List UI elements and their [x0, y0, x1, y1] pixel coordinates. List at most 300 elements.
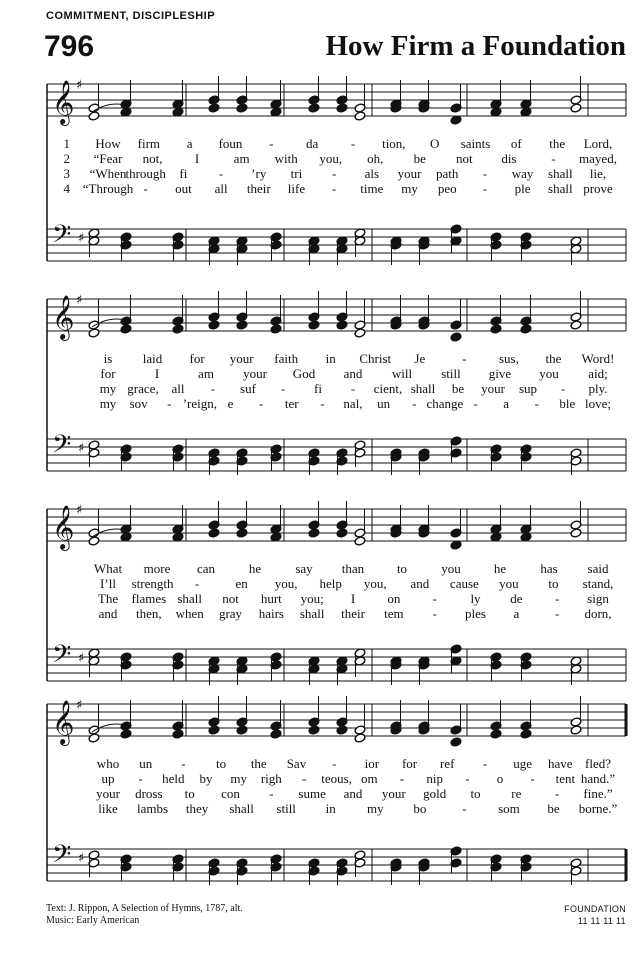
- treble-clef-icon: 𝄞: [52, 700, 75, 744]
- lyric-syllable: not: [222, 591, 239, 606]
- note-head: [354, 328, 366, 338]
- lyric-syllable: to: [396, 561, 408, 576]
- lyric-syllable: -: [465, 771, 470, 786]
- lyric-syllable: nal,: [343, 396, 363, 411]
- lyric-syllable: he: [493, 561, 507, 576]
- note-head: [88, 536, 100, 546]
- lyric-syllable: -: [269, 786, 274, 801]
- note-head: [570, 725, 582, 735]
- lyric-syllable: en: [235, 576, 248, 591]
- lyric-syllable: your: [481, 381, 505, 396]
- lyric-syllable: to: [470, 786, 481, 801]
- lyric-syllable: de: [510, 591, 523, 606]
- note-head: [208, 725, 220, 735]
- lyric-syllable: than: [341, 561, 365, 576]
- lyric-syllable: shall: [548, 166, 573, 181]
- lyric-syllable: gray: [218, 606, 243, 621]
- lyric-syllable: am: [233, 151, 250, 166]
- lyric-syllable: when: [175, 606, 204, 621]
- lyric-syllable: shall: [177, 591, 202, 606]
- lyric-syllable: say: [295, 561, 313, 576]
- note-head: [336, 725, 348, 735]
- note-head: [336, 103, 348, 113]
- key-signature-sharp-icon: ♯: [78, 651, 85, 666]
- lyric-syllable: God: [292, 366, 316, 381]
- lyric-syllable: bo: [413, 801, 427, 816]
- lyric-syllable: -: [218, 166, 224, 181]
- note-head: [450, 737, 462, 747]
- lyric-line-verse-4: [46, 801, 628, 816]
- lyric-syllable: -: [269, 136, 274, 151]
- lyric-syllable: nip: [426, 771, 443, 786]
- key-signature-sharp-icon: ♯: [76, 503, 83, 518]
- note-head: [308, 103, 320, 113]
- lyric-syllable: said: [587, 561, 609, 576]
- lyric-syllable: path: [436, 166, 459, 181]
- music-system-2: [46, 285, 628, 485]
- lyric-syllable: you: [539, 366, 559, 381]
- lyric-syllable: -: [194, 576, 200, 591]
- lyric-syllable: is: [103, 351, 113, 366]
- lyric-syllable: your: [96, 786, 120, 801]
- lyric-syllable: a: [186, 136, 193, 151]
- lyric-syllable: way: [511, 166, 534, 181]
- lyric-syllable: ter: [284, 396, 299, 411]
- lyric-syllable: fi: [179, 166, 188, 181]
- lyric-syllable: like: [98, 801, 118, 816]
- lyric-syllable: -: [534, 396, 539, 411]
- note-head: [208, 320, 220, 330]
- lyric-syllable: be: [413, 151, 426, 166]
- lyric-syllable: -: [331, 181, 337, 196]
- bass-clef-icon: 𝄢: [52, 640, 72, 675]
- lyric-syllable: som: [498, 801, 520, 816]
- tune-info: [564, 903, 626, 927]
- lyric-syllable: -: [280, 381, 286, 396]
- lyric-syllable: foun: [218, 136, 243, 151]
- lyric-syllable: still: [441, 366, 461, 381]
- treble-clef-icon: 𝄞: [52, 505, 75, 549]
- lyric-syllable: my: [99, 381, 117, 396]
- lyric-line-verse-2: [46, 771, 628, 786]
- lyric-syllable: cause: [449, 576, 479, 591]
- lyric-syllable: tion,: [382, 136, 406, 151]
- note-head: [520, 729, 532, 739]
- lyric-syllable: What: [93, 561, 123, 576]
- lyric-syllable: ior: [364, 756, 380, 771]
- lyric-syllable: stand,: [582, 576, 614, 591]
- lyric-syllable: he: [248, 561, 262, 576]
- lyric-syllable: out: [175, 181, 192, 196]
- category-heading: COMMITMENT, DISCIPLESHIP: [46, 10, 216, 22]
- lyric-syllable: you,: [363, 576, 387, 591]
- lyric-syllable: firm: [137, 136, 161, 151]
- note-head: [308, 725, 320, 735]
- lyric-syllable: I: [350, 591, 356, 606]
- lyric-syllable: give: [488, 366, 512, 381]
- lyric-syllable: all: [214, 181, 228, 196]
- lyric-syllable: sup: [518, 381, 538, 396]
- lyric-syllable: -: [350, 381, 356, 396]
- lyric-syllable: borne.”: [578, 801, 618, 816]
- lyric-syllable: re: [511, 786, 522, 801]
- treble-clef-icon: 𝄞: [52, 80, 75, 124]
- note-head: [308, 528, 320, 538]
- lyric-syllable: -: [350, 136, 356, 151]
- lyric-syllable: I: [194, 151, 200, 166]
- lyric-syllable: flames: [131, 591, 167, 606]
- lyric-syllable: for: [189, 351, 205, 366]
- lyric-syllable: -: [320, 396, 325, 411]
- lyric-syllable: dorn,: [584, 606, 612, 621]
- lyric-syllable: -: [530, 771, 535, 786]
- lyric-syllable: their: [246, 181, 271, 196]
- lyric-syllable: -: [331, 166, 337, 181]
- note-head: [570, 528, 582, 538]
- lyric-syllable: saints: [460, 136, 491, 151]
- lyric-syllable: o: [496, 771, 504, 786]
- key-signature-sharp-icon: ♯: [76, 698, 83, 713]
- lyric-syllable: more: [143, 561, 171, 576]
- lyric-line-verse-2: [46, 366, 628, 381]
- lyric-syllable: have: [548, 756, 573, 771]
- lyric-syllable: I: [154, 366, 160, 381]
- lyrics-block: [46, 351, 628, 411]
- lyric-syllable: and: [410, 576, 430, 591]
- lyric-syllable: “Through: [82, 181, 134, 196]
- lyric-syllable: life: [287, 181, 306, 196]
- lyric-syllable: held: [162, 771, 185, 786]
- treble-clef-icon: 𝄞: [52, 295, 75, 339]
- lyric-syllable: of: [510, 136, 522, 151]
- lyric-syllable: Word!: [581, 351, 615, 366]
- key-signature-sharp-icon: ♯: [78, 441, 85, 456]
- lyric-syllable: through: [125, 166, 166, 181]
- lyric-syllable: fled?: [585, 756, 611, 771]
- lyric-syllable: als: [364, 166, 380, 181]
- lyric-syllable: for: [100, 366, 116, 381]
- lyric-syllable: e: [227, 396, 234, 411]
- lyric-syllable: my: [366, 801, 384, 816]
- lyric-syllable: ble: [559, 396, 576, 411]
- lyric-syllable: -: [399, 771, 405, 786]
- note-head: [88, 733, 100, 743]
- lyric-syllable: Sav: [286, 756, 307, 771]
- lyric-syllable: da: [306, 136, 319, 151]
- lyric-syllable: -: [167, 396, 172, 411]
- lyric-syllable: -: [138, 771, 143, 786]
- lyric-syllable: The: [97, 591, 119, 606]
- lyric-syllable: in: [325, 801, 336, 816]
- bass-clef-icon: 𝄢: [52, 840, 72, 875]
- lyric-syllable: ref: [440, 756, 455, 771]
- lyric-syllable: -: [143, 181, 148, 196]
- verse-number: 2: [63, 151, 70, 166]
- lyric-syllable: on: [387, 591, 401, 606]
- note-head: [520, 324, 532, 334]
- lyric-syllable: dross: [135, 786, 163, 801]
- lyric-syllable: lie,: [589, 166, 607, 181]
- lyric-syllable: still: [276, 801, 296, 816]
- lyric-syllable: love;: [585, 396, 611, 411]
- note-head: [490, 324, 502, 334]
- lyric-syllable: -: [462, 351, 467, 366]
- lyric-syllable: Lord,: [583, 136, 613, 151]
- note-head: [172, 324, 184, 334]
- lyric-syllable: laid: [142, 351, 163, 366]
- lyric-syllable: you: [441, 561, 461, 576]
- lyric-syllable: the: [545, 351, 562, 366]
- lyric-syllable: and: [343, 366, 363, 381]
- lyric-syllable: “Fear: [93, 151, 123, 166]
- lyric-line-verse-3: [46, 786, 628, 801]
- lyric-syllable: a: [503, 396, 510, 411]
- hymn-title: How Firm a Foundation: [325, 30, 626, 62]
- lyrics-block: [46, 756, 628, 816]
- verse-number: 3: [63, 166, 70, 181]
- lyric-syllable: you,: [274, 576, 298, 591]
- lyric-syllable: cient,: [373, 381, 403, 396]
- lyric-syllable: your: [243, 366, 267, 381]
- lyric-syllable: -: [482, 166, 488, 181]
- meter: 11 11 11 11: [577, 916, 626, 926]
- lyric-syllable: up: [101, 771, 115, 786]
- note-head: [236, 528, 248, 538]
- lyric-syllable: -: [412, 396, 417, 411]
- lyric-syllable: sus,: [498, 351, 519, 366]
- lyric-syllable: uge: [513, 756, 532, 771]
- lyric-syllable: and: [343, 786, 363, 801]
- lyric-syllable: my: [401, 181, 418, 196]
- lyric-syllable: shall: [548, 181, 573, 196]
- key-signature-sharp-icon: ♯: [78, 231, 85, 246]
- lyric-syllable: who: [96, 756, 120, 771]
- lyrics-block: [46, 561, 628, 621]
- note-head: [490, 729, 502, 739]
- lyric-syllable: has: [540, 561, 558, 576]
- note-head: [236, 725, 248, 735]
- lyric-syllable: peo: [437, 181, 457, 196]
- note-head: [336, 320, 348, 330]
- lyric-line-verse-4: [46, 396, 628, 411]
- music-credit: Music: Early American: [46, 915, 140, 926]
- lyric-syllable: ple: [514, 181, 531, 196]
- lyric-line-verse-3: [46, 591, 628, 606]
- lyric-syllable: not,: [142, 151, 163, 166]
- lyric-syllable: -: [560, 381, 566, 396]
- lyric-line-verse-1: [46, 756, 628, 771]
- note-head: [270, 729, 282, 739]
- lyric-syllable: -: [331, 756, 337, 771]
- lyric-syllable: your: [381, 786, 406, 801]
- lyric-syllable: hurt: [260, 591, 282, 606]
- lyric-syllable: -: [301, 771, 307, 786]
- lyric-syllable: you;: [300, 591, 324, 606]
- lyric-syllable: I’ll: [100, 576, 116, 591]
- lyric-syllable: -: [482, 756, 488, 771]
- lyric-syllable: ’reign,: [182, 396, 218, 411]
- note-head: [450, 332, 462, 342]
- lyric-syllable: O: [429, 136, 440, 151]
- lyric-syllable: shall: [410, 381, 436, 396]
- bass-clef-icon: 𝄢: [52, 220, 72, 255]
- note-head: [208, 528, 220, 538]
- lyric-syllable: -: [473, 396, 478, 411]
- lyric-syllable: be: [451, 381, 465, 396]
- lyric-syllable: -: [554, 591, 560, 606]
- lyric-syllable: strength: [131, 576, 174, 591]
- key-signature-sharp-icon: ♯: [76, 78, 83, 93]
- lyric-syllable: your: [397, 166, 422, 181]
- lyric-syllable: -: [462, 801, 467, 816]
- note-head: [570, 320, 582, 330]
- lyric-syllable: un: [139, 756, 153, 771]
- lyric-syllable: fi: [314, 381, 322, 396]
- music-system-3: [46, 495, 628, 695]
- note-head: [88, 111, 100, 121]
- lyric-syllable: am: [198, 366, 214, 381]
- note-head: [570, 103, 582, 113]
- lyric-line-verse-1: [46, 351, 628, 366]
- lyric-syllable: suf: [240, 381, 256, 396]
- lyric-syllable: om: [361, 771, 378, 786]
- lyric-syllable: a: [513, 606, 520, 621]
- lyric-line-verse-3: [46, 166, 628, 181]
- lyric-syllable: faith: [274, 351, 299, 366]
- lyric-syllable: dis: [501, 151, 517, 166]
- lyric-syllable: -: [181, 756, 186, 771]
- lyric-syllable: ples: [465, 606, 486, 621]
- lyric-syllable: -: [432, 606, 437, 621]
- lyric-syllable: Christ: [359, 351, 392, 366]
- lyric-syllable: fine.”: [583, 786, 613, 801]
- key-signature-sharp-icon: ♯: [76, 293, 83, 308]
- lyric-syllable: -: [210, 381, 216, 396]
- lyric-syllable: ply.: [588, 381, 608, 396]
- lyric-syllable: -: [258, 396, 264, 411]
- lyric-syllable: ly: [470, 591, 481, 606]
- key-signature-sharp-icon: ♯: [78, 851, 85, 866]
- note-head: [172, 729, 184, 739]
- bass-clef-icon: 𝄢: [52, 430, 72, 465]
- lyric-syllable: ’ry: [251, 166, 267, 181]
- lyric-syllable: you,: [319, 151, 343, 166]
- lyric-syllable: prove: [583, 181, 613, 196]
- lyric-syllable: will: [391, 366, 413, 381]
- lyric-syllable: their: [341, 606, 365, 621]
- lyric-line-verse-2: [46, 151, 628, 166]
- lyric-syllable: the: [250, 756, 267, 771]
- lyric-syllable: with: [274, 151, 298, 166]
- lyric-syllable: hairs: [258, 606, 284, 621]
- lyric-syllable: con: [221, 786, 240, 801]
- text-credit: Text: J. Rippon, A Selection of Hymns, 1787, alt.: [46, 903, 243, 914]
- lyric-syllable: time: [360, 181, 384, 196]
- lyric-syllable: and: [98, 606, 118, 621]
- lyric-line-verse-1: [46, 136, 628, 151]
- note-head: [308, 320, 320, 330]
- lyric-syllable: can: [196, 561, 216, 576]
- lyric-syllable: oh,: [367, 151, 384, 166]
- lyric-syllable: shall: [299, 606, 325, 621]
- lyric-syllable: sign: [587, 591, 609, 606]
- lyric-syllable: tem: [384, 606, 404, 621]
- lyric-syllable: lambs: [137, 801, 169, 816]
- lyric-syllable: for: [401, 756, 418, 771]
- lyric-syllable: my: [230, 771, 247, 786]
- lyric-syllable: tri: [290, 166, 303, 181]
- music-system-4: [46, 690, 628, 895]
- lyric-syllable: righ: [260, 771, 282, 786]
- lyric-syllable: to: [184, 786, 195, 801]
- lyric-syllable: my: [99, 396, 117, 411]
- lyric-syllable: -: [551, 151, 556, 166]
- lyric-syllable: How: [95, 136, 121, 151]
- lyric-syllable: gold: [423, 786, 447, 801]
- lyric-syllable: by: [199, 771, 213, 786]
- credits: [46, 903, 243, 927]
- lyric-syllable: grace,: [127, 381, 159, 396]
- lyric-syllable: hand.”: [580, 771, 616, 786]
- note-head: [270, 324, 282, 334]
- verse-number: 1: [63, 136, 70, 151]
- lyric-line-verse-1: [46, 561, 628, 576]
- lyric-syllable: help: [319, 576, 342, 591]
- lyric-line-verse-4: [46, 606, 628, 621]
- music-system-1: [46, 70, 628, 275]
- lyric-syllable: you: [499, 576, 519, 591]
- lyric-syllable: Je: [414, 351, 426, 366]
- lyric-syllable: aid;: [588, 366, 608, 381]
- lyric-syllable: not: [456, 151, 473, 166]
- lyric-syllable: -: [554, 786, 560, 801]
- lyric-syllable: the: [549, 136, 566, 151]
- hymn-number: 796: [44, 30, 95, 63]
- lyric-line-verse-4: [46, 181, 628, 196]
- lyric-line-verse-2: [46, 576, 628, 591]
- lyric-syllable: to: [216, 756, 227, 771]
- lyric-syllable: in: [325, 351, 336, 366]
- lyric-syllable: mayed,: [579, 151, 617, 166]
- lyric-syllable: -: [554, 606, 560, 621]
- note-head: [120, 324, 132, 334]
- lyric-syllable: all: [171, 381, 185, 396]
- lyric-syllable: sov: [129, 396, 148, 411]
- lyric-syllable: tent: [555, 771, 576, 786]
- lyric-syllable: then,: [136, 606, 162, 621]
- verse-number: 4: [63, 181, 70, 196]
- lyric-syllable: they: [185, 801, 209, 816]
- note-head: [120, 729, 132, 739]
- note-head: [354, 536, 366, 546]
- note-head: [236, 320, 248, 330]
- lyric-syllable: to: [548, 576, 559, 591]
- lyric-line-verse-3: [46, 381, 628, 396]
- note-head: [336, 528, 348, 538]
- note-head: [354, 733, 366, 743]
- note-head: [88, 328, 100, 338]
- lyric-syllable: be: [547, 801, 560, 816]
- lyric-syllable: teous,: [321, 771, 353, 786]
- lyric-syllable: un: [377, 396, 391, 411]
- lyric-syllable: “When: [89, 166, 127, 181]
- lyric-syllable: -: [482, 181, 488, 196]
- lyric-syllable: shall: [229, 801, 254, 816]
- note-head: [236, 103, 248, 113]
- lyric-syllable: change: [426, 396, 464, 411]
- lyrics-block: [46, 136, 628, 196]
- note-head: [354, 111, 366, 121]
